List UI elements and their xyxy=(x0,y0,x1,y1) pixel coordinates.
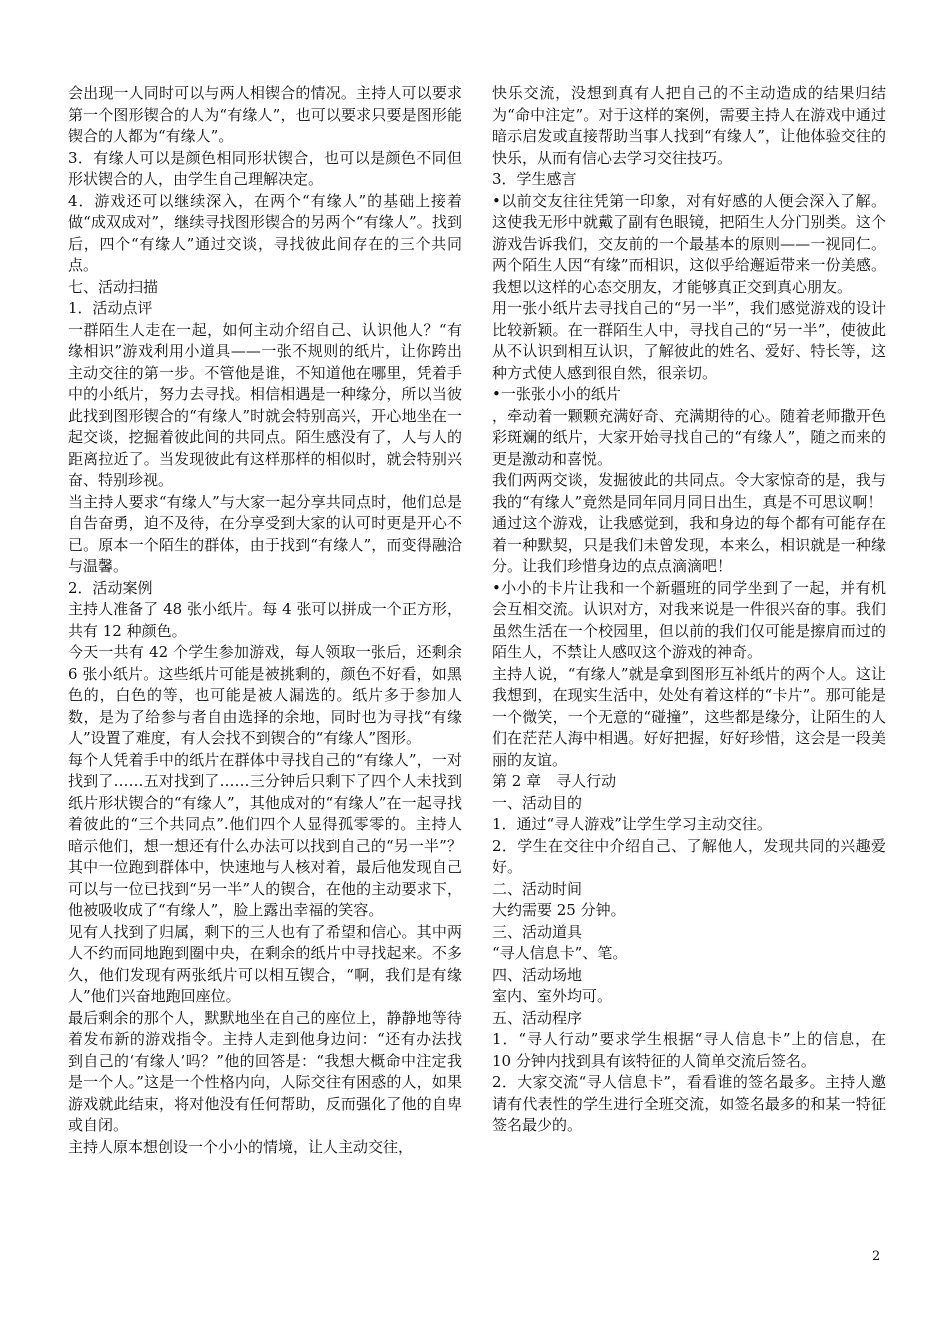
paragraph: •小小的卡片让我和一个新疆班的同学坐到了一起，并有机会互相交流。认识对方，对我来说是一件很兴奋的事。我们虽然生活在一个校园里，但以前的我们仅可能是擦肩而过的陌生人，不禁让人感叹这个游戏的神奇。 xyxy=(492,578,886,661)
paragraph: 我们两两交谈，发掘彼此的共同点。令大家惊奇的是，我与我的“有缘人”竟然是同年同月同日出生，真是不可思议啊！ xyxy=(492,471,886,511)
section-heading: 四、活动场地 xyxy=(492,965,583,984)
paragraph: 通过这个游戏，让我感觉到，我和身边的每个都有可能存在着一种默契，只是我们未曾发现，本来么，相识就是一种缘分。让我们珍惜身边的点点滴滴吧！ xyxy=(492,514,886,575)
paragraph: 大约需要 25 分钟。 xyxy=(492,901,626,919)
paragraph: 3．有缘人可以是颜色相同形状锲合，也可以是颜色不同但形状锲合的人，由学生自己理解决定。 xyxy=(68,148,462,188)
paragraph: 会出现一人同时可以与两人相锲合的情况。主持人可以要求第一个图形锲合的人为“有缘人”，也可以要求只要是图形能锲合的人都为“有缘人”。 xyxy=(68,84,462,145)
paragraph: 室内、室外均可。 xyxy=(492,987,613,1005)
subsection-heading: 2．活动案例 xyxy=(68,578,153,597)
paragraph: 4．游戏还可以继续深入，在两个“有缘人”的基础上接着做“成双成对”，继续寻找图形锲合的另两个“有缘人”。找到后，四个“有缘人”通过交谈，寻找彼此间存在的三个共同点。 xyxy=(68,191,462,274)
paragraph: 主持人准备了 48 张小纸片。每 4 张可以拼成一个正方形，共有 12 种颜色。 xyxy=(68,600,462,640)
paragraph: “寻人信息卡”、笔。 xyxy=(492,944,628,962)
paragraph: 见有人找到了归属，剩下的三人也有了希望和信心。其中两人不约而同地跑到圈中央，在剩余的纸片中寻找起来。不多久，他们发现有两张纸片可以相互锲合，“啊，我们是有缘人”他们兴奋地跑回座位。 xyxy=(68,922,462,1005)
chapter-heading: 第 2 章 寻人行动 xyxy=(492,772,617,790)
paragraph: •一张张小小的纸片 xyxy=(492,385,621,403)
paragraph: 2．大家交流“寻人信息卡”，看看谁的签名最多。主持人邀请有代表性的学生进行全班交流，如签名最多的和某一特征签名最少的。 xyxy=(492,1073,886,1134)
paragraph: 当主持人要求“有缘人”与大家一起分享共同点时，他们总是自告奋勇，迫不及待，在分享受到大家的认可时更是开心不已。原本一个陌生的群体，由于找到“有缘人”，而变得融洽与温馨。 xyxy=(68,492,462,575)
subsection-heading: 3．学生感言 xyxy=(492,170,577,188)
right-column xyxy=(492,83,886,1137)
section-heading: 一、活动目的 xyxy=(492,793,583,812)
paragraph: 一群陌生人走在一起，如何主动介绍自己、认识他人？“有缘相识”游戏利用小道具——一张不规则的纸片，让你跨出主动交往的第一步。不管他是谁，不知道他在哪里，凭着手中的小纸片，努力去寻找。相信相遇是一种缘分，所以当彼此找到图形锲合的“有缘人”时就会特别高兴，开心地坐在一起交谈，挖掘着彼此间的共同点。陌生感没有了，人与人的距离拉近了。当发现彼此有这样那样的相似时，就会特别兴奋、特别珍视。 xyxy=(68,320,462,489)
paragraph: 主持人原本想创设一个小小的情境，让人主动交往， xyxy=(68,1137,414,1156)
paragraph: 1．“寻人行动”要求学生根据“寻人信息卡”上的信息，在 10 分钟内找到具有该特征的人简单交流后签名。 xyxy=(492,1030,886,1070)
section-heading: 三、活动道具 xyxy=(492,922,583,941)
subsection-heading: 1．活动点评 xyxy=(68,299,153,317)
paragraph: 1．通过“寻人游戏”让学生学习主动交往。 xyxy=(492,815,772,833)
paragraph: 最后剩余的那个人，默默地坐在自己的座位上，静静地等待着发布新的游戏指令。主持人走到他身边问：“还有办法找到自己的‘有缘人’吗？”他的回答是：“我想大概命中注定我是一个人。”这是一个性格内向，人际交往有困惑的人，如果游戏就此结束，将对他没有任何帮助，反而强化了他的自卑或自闭。 xyxy=(68,1008,462,1134)
section-heading: 七、活动扫描 xyxy=(68,277,159,296)
paragraph: 今天一共有 42 个学生参加游戏，每人领取一张后，还剩余 6 张小纸片。这些纸片可能是被挑剩的，颜色不好看，如黑色的，白色的等，也可能是被人漏选的。纸片多于参加人数，是为了给参与者自由选择的余地，同时也为寻找“有缘人”设置了难度，有人会找不到锲合的“有缘人”图形。 xyxy=(68,643,462,747)
paragraph: 2．学生在交往中介绍自己、了解他人，发现共同的兴趣爱好。 xyxy=(492,836,886,876)
left-column xyxy=(68,83,462,1158)
paragraph: 主持人说，“有缘人”就是拿到图形互补纸片的两个人。这让我想到，在现实生活中，处处有着这样的“卡片”。那可能是一个微笑，一个无意的“碰撞”，这些都是缘分，让陌生的人们在茫茫人海中相遇。好好把握，好好珍惜，这会是一段美丽的友谊。 xyxy=(492,664,886,769)
paragraph: 快乐交流，没想到真有人把自己的不主动造成的结果归结为“命中注定”。对于这样的案例，需要主持人在游戏中通过暗示启发或直接帮助当事人找到“有缘人”，让他体验交往的快乐，从而有信心去学习交往技巧。 xyxy=(492,84,886,167)
paragraph: •以前交友往往凭第一印象，对有好感的人便会深入了解。这使我无形中就戴了副有色眼镜，把陌生人分门别类。这个游戏告诉我们，交友前的一个最基本的原则——一视同仁。两个陌生人因“有缘”而相识，这似乎给邂逅带来一份美感。我想以这样的心态交朋友，才能够真正交到真心朋友。 xyxy=(492,191,886,296)
paragraph: 每个人凭着手中的纸片在群体中寻找自己的“有缘人”，一对找到了……五对找到了……三分钟后只剩下了四个人未找到纸片形状锲合的“有缘人”，其他成对的“有缘人”在一起寻找着彼此的“三个共同点”.他们四个人显得孤零零的。主持人暗示他们，想一想还有什么办法可以找到自己的“另一半”？其中一位跑到群体中，快速地与人核对着，最后他发现自己可以与一位已找到“另一半”人的锲合，在他的主动要求下，他被吸收成了“有缘人”，脸上露出幸福的笑容。 xyxy=(68,750,462,919)
section-heading: 二、活动时间 xyxy=(492,879,583,898)
section-heading: 五、活动程序 xyxy=(492,1008,583,1027)
paragraph: ，牵动着一颗颗充满好奇、充满期待的心。随着老师撒开色彩斑斓的纸片，大家开始寻找自己的“有缘人”，随之而来的更是激动和喜悦。 xyxy=(492,406,886,468)
page-number: 2 xyxy=(872,1249,881,1264)
paragraph: 用一张小纸片去寻找自己的“另一半”，我们感觉游戏的设计比较新颖。在一群陌生人中，寻找自己的“另一半”，使彼此从不认识到相互认识，了解彼此的姓名、爱好、特长等，这种方式使人感到很自然，很亲切。 xyxy=(492,299,886,382)
